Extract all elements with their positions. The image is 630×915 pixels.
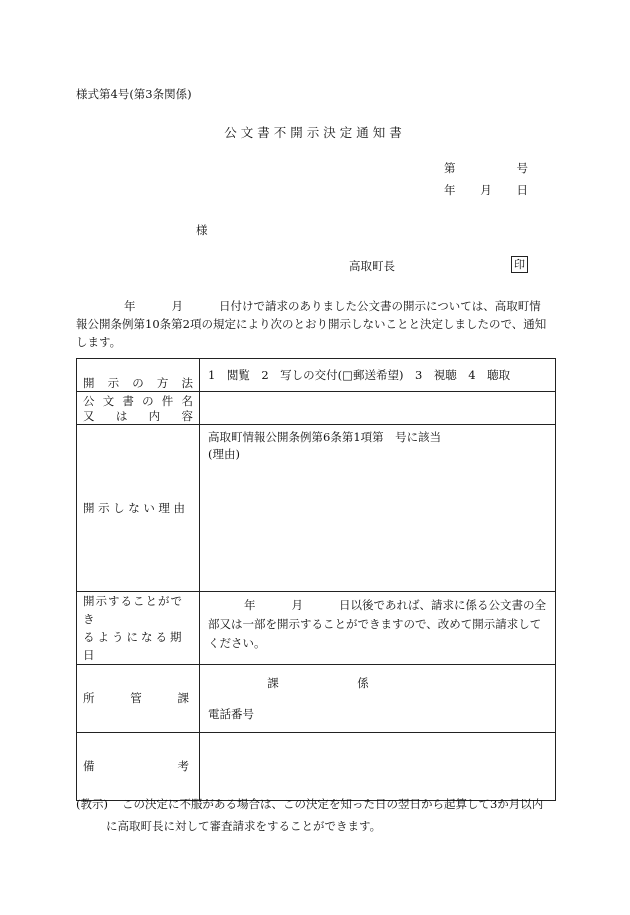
doc-label-line2-char: 内 xyxy=(148,409,161,423)
dept-ka: 課 xyxy=(267,676,279,690)
department-cell xyxy=(200,665,556,733)
reason-label-text-char: し xyxy=(113,500,125,515)
method-label-text xyxy=(83,376,193,391)
doc-label-line2-char: 又 xyxy=(83,409,95,423)
remarks-label xyxy=(77,733,200,801)
notice-line1 xyxy=(76,796,543,812)
future-year: 年 xyxy=(244,598,256,612)
reason-cell xyxy=(200,425,556,592)
reason-label-text-char: 示 xyxy=(98,500,110,515)
document-title: 公文書不開示決定通知書 xyxy=(224,125,406,140)
document-value-cell xyxy=(200,392,556,425)
reason-label-text-char: な xyxy=(128,500,140,515)
table-row-method xyxy=(77,359,556,392)
method-cell xyxy=(200,359,556,392)
dept-label-text-char: 所 xyxy=(83,691,95,705)
doc-label-line1-char: 件 xyxy=(161,394,174,408)
doc-label-line2 xyxy=(83,409,193,424)
method-label-text-char: 示 xyxy=(107,375,120,390)
notice-text1: この決定に不服がある場合は、この決定を知った日の翌日から起算して3か月以内 xyxy=(121,797,544,811)
body-month: 月 xyxy=(171,299,183,313)
date-year: 年 xyxy=(444,183,456,197)
method-label-text-char: 法 xyxy=(181,375,193,390)
doc-label-line1 xyxy=(83,394,193,409)
reason-heading: (理由) xyxy=(208,447,240,461)
future-date-value xyxy=(200,592,555,657)
notice-line2: に高取町長に対して審査請求をすることができます。 xyxy=(106,819,382,833)
doc-label-line1-char: 文 xyxy=(102,394,115,408)
future-month: 月 xyxy=(291,598,303,612)
reason-label-text xyxy=(83,501,193,516)
table-row-reason xyxy=(77,425,556,592)
issuer: 高取町長 xyxy=(349,259,395,273)
reason-label-text-char: 理 xyxy=(158,500,170,515)
reason-label-text-char: い xyxy=(143,500,155,515)
remarks-label-text-char: 考 xyxy=(177,759,189,773)
decision-table xyxy=(76,358,556,801)
date-day: 日 xyxy=(516,183,528,197)
seal-mark: 印 xyxy=(511,256,528,273)
doc-label-line1-char: の xyxy=(142,394,154,408)
dept-label-text xyxy=(83,691,193,706)
doc-label-line2-char: 容 xyxy=(181,409,193,423)
remarks-label-text xyxy=(83,759,193,774)
method-value: 1 閲覧 2 写しの交付(□郵送希望) 3 視聴 4 聴取 xyxy=(208,368,511,382)
table-row-department xyxy=(77,665,556,733)
body-text: 日付けで請求のありました公文書の開示については、高取町情報公開条例第10条第2項の規定により次のとおり開示しないことと決定しましたので、通知します。 xyxy=(76,299,547,349)
dept-label-text-char: 管 xyxy=(130,691,142,705)
body-paragraph xyxy=(76,297,550,351)
method-label-text-char: の xyxy=(132,375,144,390)
date-month: 月 xyxy=(480,183,492,197)
reason-article: 高取町情報公開条例第6条第1項第 号に該当 xyxy=(208,430,442,444)
remarks-cell xyxy=(200,733,556,801)
doc-label-line1-char: 名 xyxy=(181,394,193,408)
future-label-line2: るようになる期日 xyxy=(83,630,185,662)
method-label-text-char: 開 xyxy=(83,375,95,390)
addressee: 様 xyxy=(196,223,208,237)
dept-phone: 電話番号 xyxy=(208,707,254,721)
table-row-remarks xyxy=(77,733,556,801)
reason-label-text-char: 由 xyxy=(173,500,185,515)
dept-label-text-char: 課 xyxy=(177,691,189,705)
body-year: 年 xyxy=(124,299,136,313)
remarks-label-text-char: 備 xyxy=(83,759,95,773)
reference-number xyxy=(444,160,528,176)
doc-label-line1-char: 公 xyxy=(83,394,95,408)
future-date-cell xyxy=(200,592,556,665)
future-date-label xyxy=(77,592,200,665)
form-number: 様式第4号(第3条関係) xyxy=(76,87,192,101)
department-label xyxy=(77,665,200,733)
dept-kakari: 係 xyxy=(357,676,369,690)
ref-go: 号 xyxy=(516,161,528,175)
table-row-document xyxy=(77,392,556,425)
issue-date xyxy=(444,182,528,198)
ref-dai: 第 xyxy=(444,161,456,175)
reason-label xyxy=(77,425,200,592)
doc-label-line2-char: は xyxy=(115,409,128,423)
future-text: 日以後であれば、請求に係る公文書の全部又は一部を開示することができますので、改めて開示請求してください。 xyxy=(208,598,546,650)
future-label-line1: 開示することができ xyxy=(83,594,183,626)
document-label xyxy=(77,392,200,425)
doc-label-line1-char: 書 xyxy=(122,394,134,408)
method-label-text-char: 方 xyxy=(156,375,169,390)
reason-label-text-char: 開 xyxy=(83,500,95,515)
notice-tag: (教示) xyxy=(76,797,108,811)
method-label xyxy=(77,359,200,392)
table-row-future-date xyxy=(77,592,556,665)
